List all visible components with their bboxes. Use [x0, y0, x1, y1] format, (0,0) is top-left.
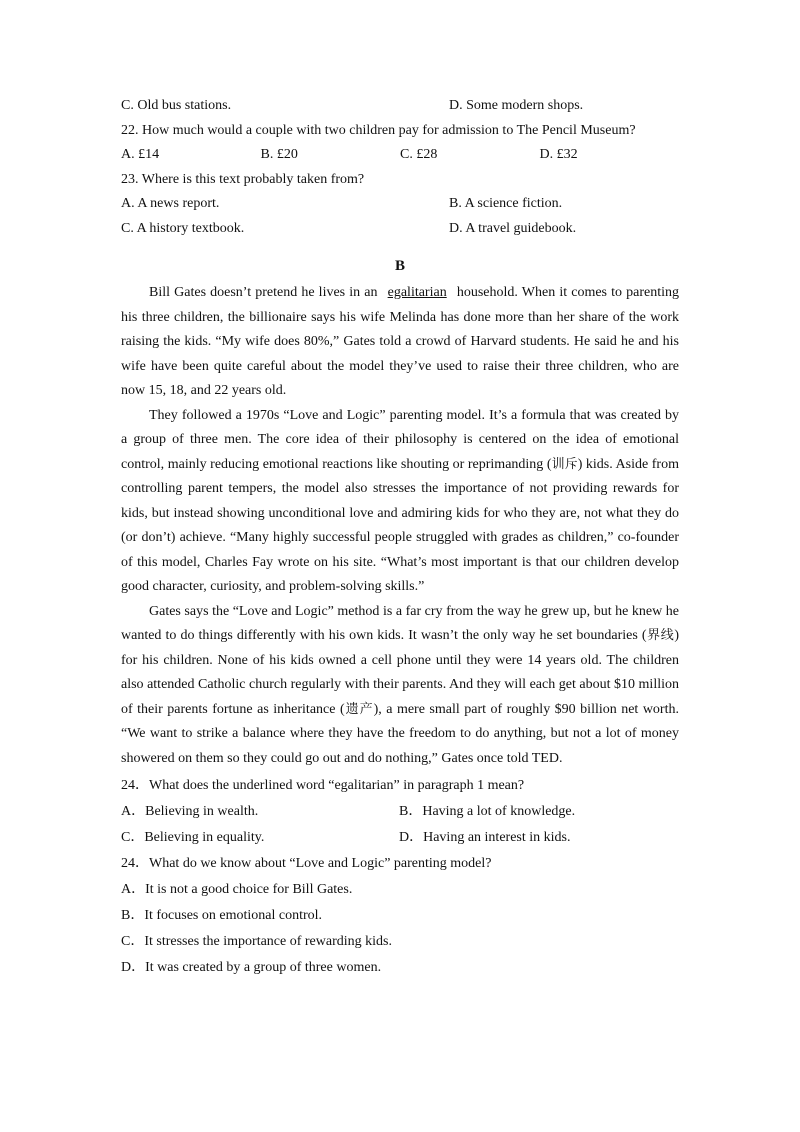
p2-gloss: 训斥 [551, 456, 578, 472]
option-a: A．Believing in wealth. [121, 804, 259, 819]
option-a: A. A news report. [121, 196, 220, 211]
p3-text-middle: ) for his children. None of his kids owned a cell phone until they were 14 years old. The children also attended Catholic church regularly with their parents. And they will each get about $10 million of their parents fortune as inheritance ( [121, 628, 679, 717]
p3-gloss-2: 遗产 [344, 701, 374, 717]
option-c: C. A history textbook. [121, 220, 245, 236]
q24a-options-cd [121, 825, 679, 851]
q22-options [121, 143, 679, 168]
p3-text-start: Gates says the “Love and Logic” method is a far cry from the way he grew up, but he knew he wanted to do things differently with his own kids. It wasn’t the only way he set boundaries ( [121, 603, 679, 643]
paragraph-1 [121, 281, 679, 404]
p2-text-end: ) kids. Aside from controlling parent tempers, the model also stresses the importance of not providing rewards for kids, but instead showing unconditional love and admiring kids for who they are, not what they do (or don’t) achieve. “Many highly successful people struggled with grades as children,” co-founder of this model, Charles Fay wrote on his site. “What’s most important is that our children develop good character, curiosity, and problem-solving skills.” [121, 456, 679, 594]
underlined-word: egalitarian [387, 285, 447, 300]
option-c: C．It stresses the importance of rewarding kids. [121, 934, 392, 949]
p3-text-end: ), a mere small part of roughly $90 billion net worth. “We want to strike a balance where they have the freedom to do anything, but not a lot of money showered on them so they could go out and do nothing,” Gates once told TED. [121, 701, 679, 766]
q23-options-cd [121, 217, 679, 242]
option-c: C. £28 [400, 147, 438, 162]
option-d: D. A travel guidebook. [449, 220, 577, 236]
option-a: A．It is not a good choice for Bill Gates. [121, 882, 353, 897]
q24a-stem: 24．What does the underlined word “egalitarian” in paragraph 1 mean? [121, 778, 525, 793]
p3-gloss-1: 界线 [646, 628, 675, 643]
q23-stem: 23. Where is this text probably taken from? [121, 171, 365, 187]
option-d: D. £32 [539, 147, 578, 162]
paragraph-3 [121, 600, 679, 772]
q23-options-ab [121, 192, 679, 217]
option-b: B．It focuses on emotional control. [121, 908, 323, 923]
p1-text-start: Bill Gates doesn’t pretend he lives in an [149, 285, 378, 300]
paragraph-2 [121, 404, 679, 600]
option-c: C．Believing in equality. [121, 830, 265, 845]
option-b: B. A science fiction. [449, 196, 563, 211]
q24b-stem: 24．What do we know about “Love and Logic” parenting model? [121, 856, 492, 871]
p2-text-start: They followed a 1970s “Love and Logic” parenting model. It’s a formula that was created by a group of three men. The core idea of their philosophy is centered on the idea of emotional control, mainly reducing emotional reactions like shouting or reprimanding ( [121, 407, 679, 472]
option-d: D．It was created by a group of three women. [121, 960, 382, 975]
option-d: D. Some modern shops. [449, 98, 584, 113]
option-a: A. £14 [121, 147, 160, 162]
option-b: B. £20 [260, 147, 298, 162]
q24a-options-ab [121, 799, 679, 825]
option-d: D．Having an interest in kids. [399, 830, 571, 845]
p1-text-end: household. When it comes to parenting his three children, the billionaire says his wife Melinda has done more than her share of the work raising the kids. “My wife does 80%,” Gates told a crowd of Harvard students. He said he and his wife have been quite careful about the model they’ve used to raise their three children, who are now 15, 18, and 22 years old. [121, 285, 680, 398]
exam-page [121, 94, 679, 981]
reading-passage [121, 281, 679, 771]
section-title: B [394, 258, 405, 274]
q22-stem: 22. How much would a couple with two children pay for admission to The Pencil Museum? [121, 122, 636, 138]
option-c: C. Old bus stations. [121, 98, 232, 113]
q21-options-cd [121, 94, 679, 119]
option-b: B．Having a lot of knowledge. [399, 804, 576, 819]
